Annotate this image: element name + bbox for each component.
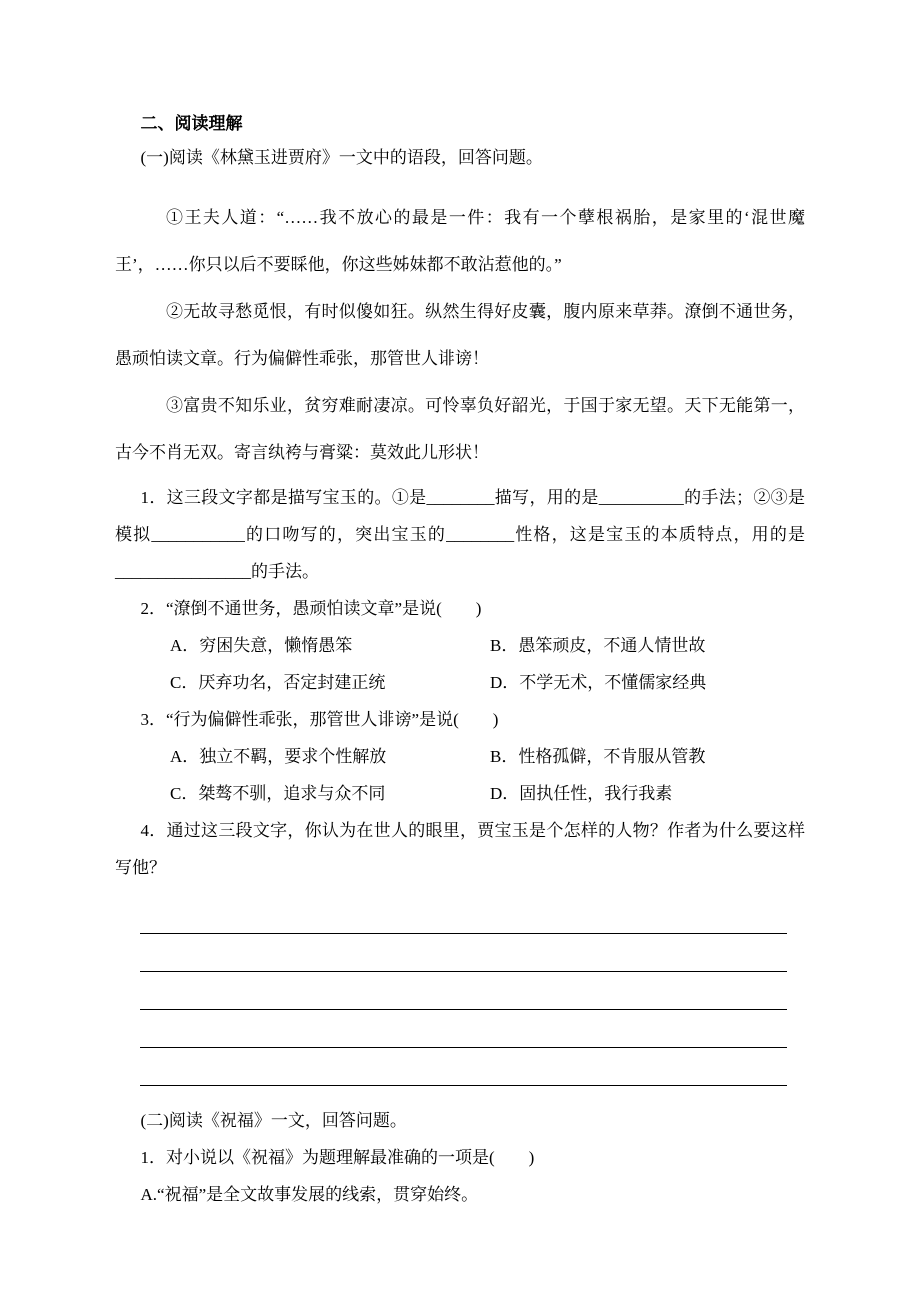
question-3-stem: 3．“行为偏僻性乖张，那管世人诽谤”是说( ) (140, 710, 499, 729)
quote-paragraph-3: ③富贵不知乐业，贫穷难耐凄凉。可怜辜负好韶光，于国于家无望。天下无能第一，古今不肖无双。寄言纨袴与膏粱：莫效此儿形状！ (115, 396, 805, 462)
question-2-option-b: B．愚笨顽皮，不通人情世故 (490, 636, 706, 655)
answer-lines-area (115, 896, 805, 1086)
answer-line (140, 896, 787, 934)
question-3-option-b: B．性格孤僻，不肯服从管教 (490, 747, 706, 766)
part-two-option-a: A.“祝福”是全文故事发展的线索，贯穿始终。 (140, 1185, 479, 1204)
quote-paragraph-1: ①王夫人道：“……我不放心的最是一件：我有一个孽根祸胎，是家里的‘混世魔王’，……你只以后不要睬他，你这些姊妹都不敢沾惹他的。” (115, 208, 805, 274)
question-2-options-row-2 (115, 664, 805, 701)
answer-line (140, 1048, 787, 1086)
part-two-intro: (二)阅读《祝福》一文，回答问题。 (140, 1111, 407, 1130)
question-2-option-c: C．厌弃功名，否定封建正统 (170, 673, 386, 692)
question-3-option-c: C．桀骜不驯，追求与众不同 (170, 784, 386, 803)
part-two-question-1: 1．对小说以《祝福》为题理解最准确的一项是( ) (140, 1148, 535, 1167)
question-4-text: 4．通过这三段文字，你认为在世人的眼里，贾宝玉是个怎样的人物？作者为什么要这样写他？ (115, 821, 805, 877)
question-3-option-d: D．固执任性，我行我素 (490, 784, 673, 803)
question-3-options-row-2 (115, 775, 805, 812)
question-2-stem: 2．“潦倒不通世务，愚顽怕读文章”是说( ) (140, 599, 482, 618)
quote-paragraph-2: ②无故寻愁觅恨，有时似傻如狂。纵然生得好皮囊，腹内原来草莽。潦倒不通世务，愚顽怕读文章。行为偏僻性乖张，那管世人诽谤！ (115, 302, 805, 368)
question-1-text: 1．这三段文字都是描写宝玉的。①是________描写，用的是__________的手法；②③是模拟___________的口吻写的，突出宝玉的________性格，这是宝玉的本质特点，用的是________________的手法。 (115, 488, 805, 581)
part-one-intro: (一)阅读《林黛玉进贾府》一文中的语段，回答问题。 (140, 148, 543, 167)
answer-line (140, 934, 787, 972)
answer-line (140, 1010, 787, 1048)
question-3-option-a: A．独立不羁，要求个性解放 (170, 747, 387, 766)
question-3-options-row-1 (115, 738, 805, 775)
section-title: 二、阅读理解 (140, 114, 243, 133)
question-2-options-row-1 (115, 627, 805, 664)
question-2-option-d: D．不学无术，不懂儒家经典 (490, 673, 707, 692)
answer-line (140, 972, 787, 1010)
question-2-option-a: A．穷困失意，懒惰愚笨 (170, 636, 353, 655)
